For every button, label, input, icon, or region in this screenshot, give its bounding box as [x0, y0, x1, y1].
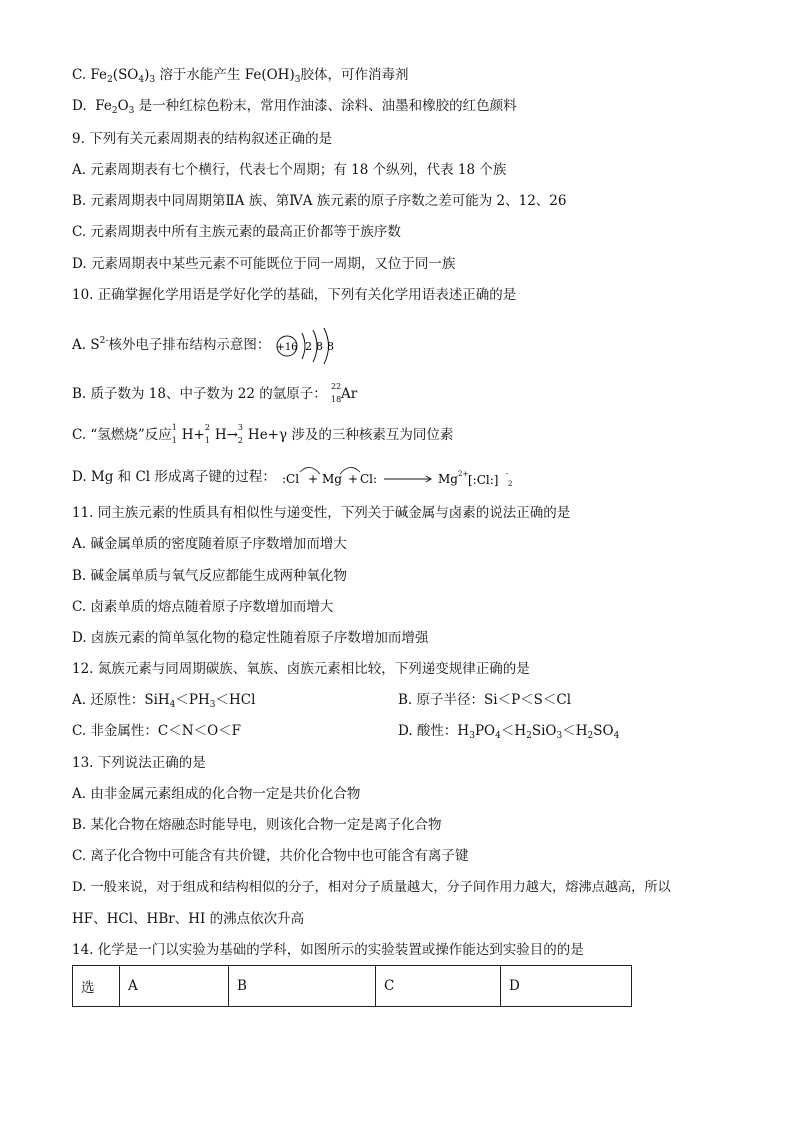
- svg-text:+: +: [348, 471, 359, 486]
- q10b-text: B. 质子数为 18、中子数为 22 的氩原子：: [72, 386, 327, 402]
- table-cell-a: A: [120, 966, 229, 1007]
- svg-text:2: 2: [304, 339, 312, 353]
- svg-text:8: 8: [326, 339, 334, 353]
- q12-stem: 12. 氮族元素与同周期碳族、氧族、卤族元素相比较，下列递变规律正确的是: [72, 661, 530, 677]
- q11-option-a: A. 碱金属单质的密度随着原子序数增加而增大: [72, 536, 347, 552]
- svg-text:[:Cl:]: [:Cl:]: [468, 472, 499, 487]
- table-cell-b: B: [229, 966, 376, 1007]
- svg-text:Cl:: Cl:: [360, 471, 378, 486]
- svg-text::Cl: :Cl: [282, 471, 300, 486]
- svg-text:-: -: [506, 469, 509, 478]
- q9-option-b: B. 元素周期表中同周期第ⅡA 族、第ⅣA 族元素的原子序数之差可能为 2、12、26: [72, 193, 567, 209]
- q9-option-c: C. 元素周期表中所有主族元素的最高正价都等于族序数: [72, 224, 401, 240]
- q13-stem: 13. 下列说法正确的是: [72, 755, 206, 771]
- q11-option-d: D. 卤族元素的简单氢化物的稳定性随着原子序数增加而增强: [72, 630, 429, 646]
- q13-option-b: B. 某化合物在熔融态时能导电，则该化合物一定是离子化合物: [72, 817, 442, 833]
- ionic-bond-formation-diagram: [280, 464, 520, 492]
- svg-text:+16: +16: [276, 341, 298, 353]
- q11-option-c: C. 卤素单质的熔点随着原子序数增加而增大: [72, 599, 334, 615]
- q13-option-c: C. 离子化合物中可能含有共价键，共价化合物中也可能含有离子键: [72, 848, 469, 864]
- q13-option-d-line2: HF、HCl、HBr、HI 的沸点依次升高: [72, 911, 305, 927]
- q9-stem: 9. 下列有关元素周期表的结构叙述正确的是: [72, 131, 333, 147]
- q8c-rest: 溶于水能产生 Fe(OH): [159, 67, 295, 83]
- q10-option-c: C. “氢燃烧”反应 1 1 H+ 2 1 H→ 3 2 He+γ 涉及的三种核素互为同位素: [72, 422, 454, 445]
- q10d-text: D. Mg 和 Cl 形成离子键的过程：: [72, 469, 276, 485]
- q12-option-b: B. 原子半径：Si＜P＜S＜Cl: [398, 692, 572, 708]
- svg-text:+: +: [308, 471, 319, 486]
- atom-structure-diagram: [275, 327, 345, 365]
- q14-stem: 14. 化学是一门以实验为基础的学科，如图所示的实验装置或操作能达到实验目的的是: [72, 942, 584, 958]
- svg-text:2+: 2+: [458, 469, 469, 478]
- q8-option-d: D. $Fe_2O_3$ 是一种红棕色粉末，常用作油漆、涂料、油墨和橡胶的红色颜料: [72, 98, 517, 116]
- q9-option-d: D. 元素周期表中某些元素不可能既位于同一周期，又位于同一族: [72, 256, 456, 272]
- q8d-text: 红棕色粉末，常用作油漆、涂料、油墨和橡胶的红色颜料: [179, 98, 517, 114]
- svg-text:2: 2: [508, 479, 513, 488]
- q8c-prefix: C. Fe: [72, 67, 108, 83]
- q10-option-d: [72, 463, 520, 492]
- q10a-text: 核外电子排布结构示意图：: [108, 337, 271, 353]
- svg-text:Mg: Mg: [438, 471, 459, 486]
- table-row: [73, 966, 632, 1007]
- q10-option-a: A. $S^{2-}$核外电子排布结构示意图： +16 2 8 8: [72, 322, 345, 365]
- q10c-pre: C. “氢燃烧”反应: [72, 427, 172, 443]
- table-cell-d: D: [501, 966, 632, 1007]
- q12-option-d: D. 酸性：$H_3PO_4<H_2SiO_3<H_2SO_4$: [398, 723, 620, 741]
- q13-option-a: A. 由非金属元素组成的化合物一定是共价化合物: [72, 786, 361, 802]
- q10c-post: 涉及的三种核素互为同位素: [291, 427, 454, 443]
- q10-stem: 10. 正确掌握化学用语是学好化学的基础，下列有关化学用语表述正确的是: [72, 287, 517, 303]
- q12-option-c: C. 非金属性：C＜N＜O＜F: [72, 723, 242, 739]
- svg-text:Mg: Mg: [322, 471, 343, 486]
- argon-isotope-notation: 22 18: [331, 381, 342, 404]
- table-cell-select: 选: [73, 966, 120, 1007]
- q8c-tail: 胶体，可作消毒剂: [300, 67, 409, 83]
- q10-option-b: B. 质子数为 18、中子数为 22 的氩原子： 22 18 Ar: [72, 381, 358, 404]
- q14-options-table: [72, 965, 632, 1007]
- q11-stem: 11. 同主族元素的性质具有相似性与递变性，下列关于碱金属与卤素的说法正确的是: [72, 505, 571, 521]
- q8-option-c: C. $Fe_2(SO_4)_3$ 溶于水能产生 $Fe(OH)_3$胶体，可作消毒剂: [72, 67, 409, 85]
- q13-option-d-line1: D. 一般来说，对于组成和结构相似的分子，相对分子质量越大，分子间作用力越大，熔沸点越高，所以: [72, 880, 671, 895]
- q12-option-a: A. 还原性：$SiH_4<PH_3<HCl$: [72, 692, 256, 710]
- q9-option-a: A. 元素周期表有七个横行，代表七个周期；有 18 个纵列，代表 18 个族: [72, 162, 507, 178]
- table-cell-c: C: [376, 966, 501, 1007]
- q11-option-b: B. 碱金属单质与氧气反应都能生成两种氧化物: [72, 568, 348, 584]
- svg-text:8: 8: [315, 339, 323, 353]
